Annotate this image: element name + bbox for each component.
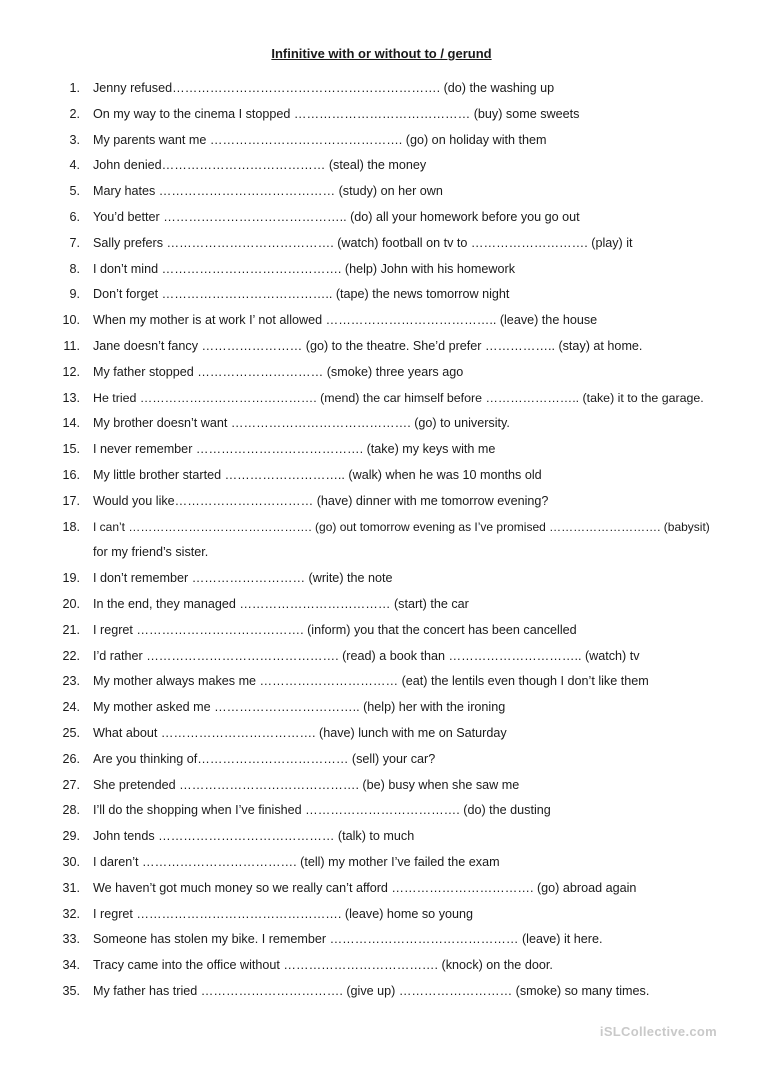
exercise-number: 35. xyxy=(62,983,80,998)
exercise-continuation xyxy=(0,542,763,568)
exercise-number: 22. xyxy=(62,648,80,663)
exercise-sentence: Tracy came into the office without ………………………………. (knock) on the door. xyxy=(93,958,553,973)
exercise-number: 3. xyxy=(69,132,80,147)
exercise-item xyxy=(0,800,763,826)
exercise-item xyxy=(0,491,763,517)
exercise-number: 26. xyxy=(62,751,80,766)
exercise-sentence: My father has tried ……………………………. (give up) ……………………… (smoke) so many times. xyxy=(93,983,650,998)
exercise-item xyxy=(0,336,763,362)
exercise-sentence: I regret …………………………………………. (leave) home so young xyxy=(93,906,474,921)
exercise-sentence: He tried ……………………………………. (mend) the car himself before ………………….. (take) it to the garage. xyxy=(93,390,704,405)
exercise-item xyxy=(0,697,763,723)
exercise-sentence: I’d rather ………………………………………. (read) a book than ………………………….. (watch) tv xyxy=(93,648,640,663)
exercise-item xyxy=(0,671,763,697)
exercise-sentence: I regret …………………………………. (inform) you that the concert has been cancelled xyxy=(93,622,577,637)
exercise-sentence: My parents want me ………………………………………. (go) on holiday with them xyxy=(93,132,547,147)
worksheet-title: Infinitive with or without to / gerund xyxy=(271,46,492,61)
exercise-sentence: In the end, they managed ……………………………… (start) the car xyxy=(93,596,469,611)
exercise-sentence: Would you like…………………………… (have) dinner with me tomorrow evening? xyxy=(93,493,549,508)
exercise-item xyxy=(0,207,763,233)
exercise-sentence: for my friend’s sister. xyxy=(93,545,209,560)
watermark: iSLCollective.com xyxy=(599,1024,717,1039)
exercise-sentence: Don’t forget ………………………………….. (tape) the news tomorrow night xyxy=(93,287,510,302)
exercise-number: 27. xyxy=(62,777,80,792)
exercise-item xyxy=(0,517,763,543)
exercise-item xyxy=(0,310,763,336)
exercise-number: 23. xyxy=(62,674,80,689)
exercise-number: 16. xyxy=(62,467,80,482)
exercise-number: 20. xyxy=(62,596,80,611)
exercise-sentence: On my way to the cinema I stopped …………………………………… (buy) some sweets xyxy=(93,106,580,121)
exercise-number: 8. xyxy=(69,261,80,276)
exercise-item xyxy=(0,284,763,310)
exercise-number: 17. xyxy=(62,493,80,508)
exercise-sentence: I can’t ………………………………………. (go) out tomorrow evening as I’ve promised ………………………. (babysit) xyxy=(93,519,710,534)
exercise-number: 10. xyxy=(62,313,80,328)
exercise-sentence: Sally prefers …………………………………. (watch) football on tv to ………………………. (play) it xyxy=(93,235,633,250)
exercise-item xyxy=(0,594,763,620)
exercise-sentence: John denied………………………………… (steal) the money xyxy=(93,158,427,173)
exercise-sentence: My little brother started ……………………….. (walk) when he was 10 months old xyxy=(93,467,542,482)
exercise-number: 19. xyxy=(62,571,80,586)
exercise-sentence: What about ………………………………. (have) lunch with me on Saturday xyxy=(93,725,507,740)
exercise-sentence: When my mother is at work I’ not allowed ………………………………….. (leave) the house xyxy=(93,313,598,328)
exercise-number: 13. xyxy=(62,390,80,405)
exercise-number: 12. xyxy=(62,364,80,379)
exercise-number: 29. xyxy=(62,829,80,844)
exercise-item xyxy=(0,826,763,852)
exercise-item xyxy=(0,155,763,181)
exercise-item xyxy=(0,955,763,981)
exercise-number: 4. xyxy=(69,158,80,173)
exercise-number: 9. xyxy=(69,287,80,302)
exercise-sentence: You’d better …………………………………….. (do) all your homework before you go out xyxy=(93,209,580,224)
exercise-number: 21. xyxy=(62,622,80,637)
exercise-item xyxy=(0,233,763,259)
exercise-item xyxy=(0,104,763,130)
exercise-number: 24. xyxy=(62,700,80,715)
exercise-number: 5. xyxy=(69,184,80,199)
exercise-sentence: I don’t mind ……………………………………. (help) John with his homework xyxy=(93,261,516,276)
exercise-number: 6. xyxy=(69,209,80,224)
exercise-sentence: Someone has stolen my bike. I remember ……………………………………… (leave) it here. xyxy=(93,932,603,947)
exercise-number: 15. xyxy=(62,442,80,457)
exercise-number: 7. xyxy=(69,235,80,250)
exercise-item xyxy=(0,981,763,1007)
exercise-sentence: Jane doesn’t fancy …………………… (go) to the theatre. She’d prefer …………….. (stay) at home. xyxy=(93,338,643,353)
exercise-item xyxy=(0,465,763,491)
exercise-sentence: We haven’t got much money so we really can’t afford ……………………………. (go) abroad again xyxy=(93,880,637,895)
exercise-item xyxy=(0,568,763,594)
exercise-number: 33. xyxy=(62,932,80,947)
exercise-number: 32. xyxy=(62,906,80,921)
exercise-item xyxy=(0,259,763,285)
exercise-sentence: My mother always makes me …………………………… (eat) the lentils even though I don’t like them xyxy=(93,674,649,689)
exercise-item xyxy=(0,904,763,930)
exercise-sentence: My brother doesn’t want ……………………………………. (go) to university. xyxy=(93,416,510,431)
exercise-list xyxy=(0,78,763,1007)
exercise-item xyxy=(0,878,763,904)
exercise-sentence: My mother asked me …………………………….. (help) her with the ironing xyxy=(93,700,506,715)
exercise-number: 1. xyxy=(69,81,80,95)
exercise-sentence: She pretended ……………………………………. (be) busy when she saw me xyxy=(93,777,520,792)
exercise-number: 11. xyxy=(63,338,80,353)
exercise-item xyxy=(0,439,763,465)
exercise-number: 14. xyxy=(62,416,80,431)
exercise-item xyxy=(0,413,763,439)
exercise-item xyxy=(0,775,763,801)
exercise-number: 34. xyxy=(62,958,80,973)
exercise-sentence: Are you thinking of……………………………… (sell) your car? xyxy=(93,751,436,766)
exercise-sentence: John tends …………………………………… (talk) to much xyxy=(93,829,415,844)
exercise-sentence: My father stopped ………………………… (smoke) three years ago xyxy=(93,364,464,379)
exercise-number: 25. xyxy=(62,725,80,740)
exercise-item xyxy=(0,749,763,775)
exercise-sentence: Jenny refused………………………………………………………. (do) the washing up xyxy=(93,81,555,95)
exercise-sentence: I’ll do the shopping when I’ve finished ………………………………. (do) the dusting xyxy=(93,803,551,818)
exercise-item xyxy=(0,362,763,388)
exercise-sentence: Mary hates …………………………………… (study) on her own xyxy=(93,184,443,199)
exercise-item xyxy=(0,388,763,414)
exercise-number: 31. xyxy=(62,880,80,895)
exercise-number: 28. xyxy=(62,803,80,818)
exercise-item xyxy=(0,852,763,878)
exercise-item xyxy=(0,929,763,955)
exercise-item xyxy=(0,181,763,207)
exercise-sentence: I daren’t ………………………………. (tell) my mother I’ve failed the exam xyxy=(93,854,500,869)
exercise-item xyxy=(0,78,763,104)
exercise-sentence: I don’t remember ……………………… (write) the note xyxy=(93,571,393,586)
exercise-item xyxy=(0,130,763,156)
exercise-item xyxy=(0,723,763,749)
exercise-number: 18. xyxy=(62,519,80,534)
exercise-sentence: I never remember …………………………………. (take) my keys with me xyxy=(93,442,496,457)
exercise-item xyxy=(0,646,763,672)
exercise-number: 2. xyxy=(69,106,80,121)
exercise-number: 30. xyxy=(62,854,80,869)
exercise-item xyxy=(0,620,763,646)
